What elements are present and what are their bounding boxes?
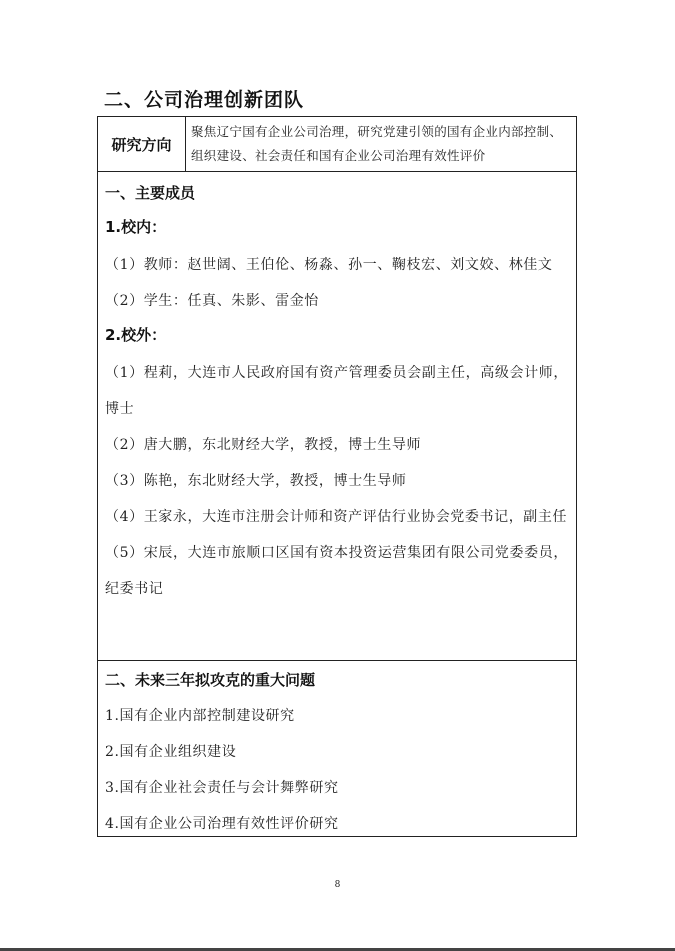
team-table — [97, 116, 577, 837]
issue-item: 4.国有企业公司治理有效性评价研究 — [105, 816, 339, 832]
page-number: 8 — [334, 880, 341, 890]
external-member: （2）唐大鹏，东北财经大学，教授，博士生导师 — [105, 437, 422, 453]
internal-teachers: （1）教师：赵世阔、王伯伦、杨淼、孙一、鞠枝宏、刘文姣、林佳文 — [105, 257, 553, 273]
external-member: （1）程莉，大连市人民政府国有资产管理委员会副主任，高级会计师，博士 — [105, 365, 568, 417]
section-title: 二、公司治理创新团队 — [104, 89, 305, 111]
issues-heading: 二、未来三年拟攻克的重大问题 — [105, 671, 316, 689]
issue-item: 3.国有企业社会责任与会计舞弊研究 — [105, 780, 339, 796]
external-member: （3）陈艳，东北财经大学，教授，博士生导师 — [105, 473, 407, 489]
issues-section — [98, 661, 576, 836]
internal-students: （2）学生：任真、朱影、雷金怡 — [105, 293, 319, 309]
issue-item: 1.国有企业内部控制建设研究 — [105, 708, 295, 724]
issue-item: 2.国有企业组织建设 — [105, 744, 237, 760]
external-member: （5）宋辰，大连市旅顺口区国有资本投资运营集团有限公司党委委员，纪委书记 — [105, 545, 568, 597]
research-direction-content: 聚焦辽宁国有企业公司治理，研究党建引领的国有企业内部控制、组织建设、社会责任和国有企业公司治理有效性评价 — [191, 124, 563, 163]
members-heading: 一、主要成员 — [105, 184, 196, 202]
research-direction-label: 研究方向 — [98, 117, 186, 171]
external-heading: 2.校外： — [105, 326, 167, 344]
external-member: （4）王家永，大连市注册会计师和资产评估行业协会党委书记，副主任 — [105, 509, 568, 525]
internal-heading: 1.校内： — [105, 218, 167, 236]
research-direction-row — [98, 117, 576, 172]
members-section — [98, 172, 576, 661]
